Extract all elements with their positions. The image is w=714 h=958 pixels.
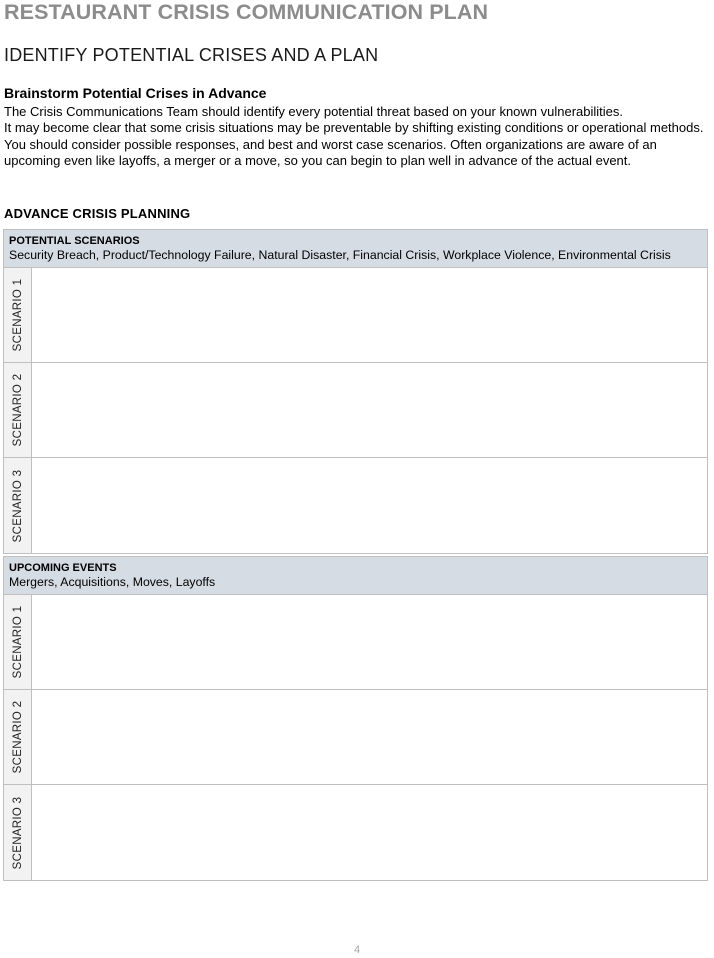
upcoming-events-description: Mergers, Acquisitions, Moves, Layoffs [9,575,216,589]
potential-scenario-row-2 [4,363,707,458]
potential-scenarios-description: Security Breach, Product/Technology Failure, Natural Disaster, Financial Crisis, Workplace Violence, Environmental Crisis [9,248,671,262]
upcoming-scenario-row-1 [4,595,707,690]
row-label-cell [4,268,32,362]
section-title: IDENTIFY POTENTIAL CRISES AND A PLAN [4,45,379,65]
row-label: SCENARIO 1 [11,278,24,352]
upcoming-scenario-row-2 [4,690,707,785]
potential-scenarios-table [3,229,708,554]
row-label-cell [4,363,32,457]
potential-scenario-3-field[interactable] [32,458,707,553]
row-label: SCENARIO 3 [11,469,24,542]
document-title: RESTAURANT CRISIS COMMUNICATION PLAN [4,0,489,24]
upcoming-scenario-row-3 [4,785,707,880]
row-label: SCENARIO 2 [11,373,24,447]
row-label-cell [4,690,32,784]
upcoming-events-header [4,557,707,595]
potential-scenario-2-field[interactable] [32,363,707,457]
row-label: SCENARIO 2 [11,700,24,774]
brainstorm-subtitle: Brainstorm Potential Crises in Advance [4,85,267,101]
row-label: SCENARIO 3 [11,796,24,869]
row-label-cell [4,785,32,880]
planning-title: ADVANCE CRISIS PLANNING [4,206,191,221]
upcoming-scenario-3-field[interactable] [32,785,707,880]
row-label: SCENARIO 1 [11,605,24,679]
intro-paragraph-1: The Crisis Communications Team should identify every potential threat based on your known vulnerabilities. [4,104,624,119]
potential-scenario-row-3 [4,458,707,553]
upcoming-events-table [3,556,708,881]
potential-scenarios-label: POTENTIAL SCENARIOS [9,235,140,247]
potential-scenario-row-1 [4,268,707,363]
page-number: 4 [353,944,361,956]
row-label-cell [4,458,32,553]
row-label-cell [4,595,32,689]
intro-text [4,104,714,170]
upcoming-scenario-1-field[interactable] [32,595,707,689]
upcoming-scenario-2-field[interactable] [32,690,707,784]
potential-scenarios-header [4,230,707,268]
upcoming-events-label: UPCOMING EVENTS [9,562,117,574]
intro-paragraph-2: It may become clear that some crisis situations may be preventable by shifting existing conditions or operational methods. You should consider possible responses, and best and worst case scenarios. Often organizations are aware of an upcoming even like layoffs, a merger or a move, so you can begin to plan well in advance of the actual event. [4,120,704,169]
potential-scenario-1-field[interactable] [32,268,707,362]
